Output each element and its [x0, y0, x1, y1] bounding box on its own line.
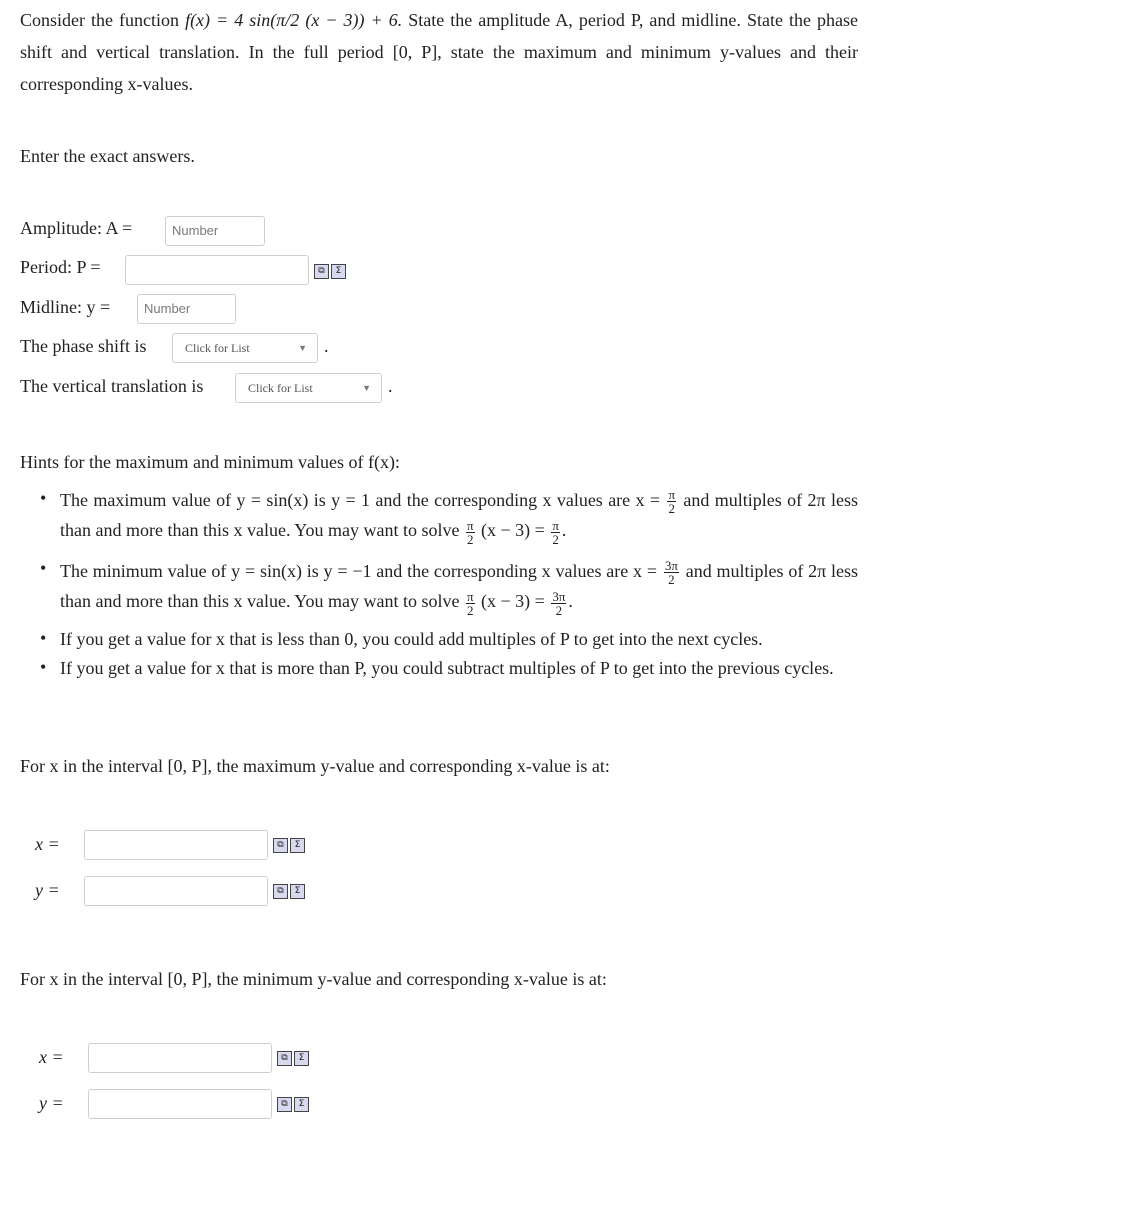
chevron-down-icon: ▼ — [298, 343, 307, 353]
min-section-text: For x in the interval [0, P], the minimum y-value and corresponding x-value is at: — [20, 969, 607, 989]
hint-less-than-zero: If you get a value for x that is less than 0, you could add multiples of P to get into the next cycles. — [60, 629, 763, 649]
hint-max-text-2: multiples of 2π less than and more than this x value. You may want to solve — [60, 490, 858, 541]
max-x-equation-editor-icon[interactable]: Σ — [290, 838, 305, 853]
fraction-3pi-over-2: $\frac{3\pi}{2}$ — [664, 558, 678, 588]
hint-min-text: The minimum value of y = sin(x) is y = −1 and the corresponding x values are x = — [60, 561, 657, 581]
bullet: • — [40, 628, 47, 648]
hint-more-than-p-text: If you get a value for x that is more than P, you could subtract multiples of P to get into the — [60, 658, 714, 678]
vertical-translation-dropdown[interactable] — [235, 373, 382, 403]
period-input[interactable] — [125, 255, 309, 285]
problem-line1-rest: State the amplitude A, period P, and — [408, 10, 676, 30]
max-y-preview-icon[interactable]: ⧉ — [273, 884, 288, 899]
min-y-input[interactable] — [88, 1089, 272, 1119]
min-x-preview-icon[interactable]: ⧉ — [277, 1051, 292, 1066]
problem-line2: midline. State the phase shift and vertical translation. In the full period [0, P], state the maximum and — [20, 10, 858, 62]
midline-label: Midline: y = — [20, 297, 111, 317]
hint-min-eq: (x − 3) = — [481, 591, 545, 612]
function-expression: f(x) = 4 sin(π/2 (x − 3)) + 6. — [185, 10, 403, 30]
vertical-translation-label: The vertical translation is — [20, 376, 204, 396]
phase-shift-dropdown-text: Click for List — [185, 341, 250, 355]
chevron-down-icon: ▼ — [362, 383, 371, 393]
phase-shift-dropdown[interactable] — [172, 333, 318, 363]
hint-max-eq: (x − 3) = — [481, 520, 545, 541]
hint-more-than-p-text-2: previous cycles. — [717, 658, 834, 678]
fraction-pi-over-2: $\frac{\pi}{2}$ — [466, 517, 474, 547]
hint-max-and: and — [683, 490, 710, 510]
problem-statement — [20, 4, 858, 100]
midline-input[interactable]: Number — [137, 294, 236, 324]
phase-shift-label: The phase shift is — [20, 336, 147, 356]
fraction-pi-over-2: $\frac{\pi}{2}$ — [552, 517, 559, 547]
hint-max-text: The maximum value of y = sin(x) is y = 1 and the corresponding x values are x = — [60, 490, 661, 510]
phase-shift-period: . — [324, 336, 329, 356]
bullet: • — [40, 657, 47, 677]
hint-max: The maximum value of y = sin(x) is y = 1 and the corresponding x values are x = $\frac{\pi}{2}$ and multiples of 2π less than and more than this x value. You may want to solve $\frac{\pi}{2}$ (x − 3) = $\frac{\pi}{2}$ . — [60, 487, 858, 547]
max-x-label: x = — [35, 834, 60, 854]
min-x-input[interactable] — [88, 1043, 272, 1073]
hint-min-and: and — [685, 561, 712, 581]
period-equation-editor-icon[interactable]: Σ — [331, 264, 346, 279]
amplitude-input[interactable]: Number — [165, 216, 265, 246]
max-y-equation-editor-icon[interactable]: Σ — [290, 884, 305, 899]
max-section-text: For x in the interval [0, P], the maximum y-value and corresponding x-value is at: — [20, 756, 610, 776]
min-y-label: y = — [39, 1093, 64, 1113]
min-y-equation-editor-icon[interactable]: Σ — [294, 1097, 309, 1112]
hint-more-than-p — [60, 653, 858, 683]
amplitude-label: Amplitude: A = — [20, 218, 133, 238]
instruction-text: Enter the exact answers. — [20, 146, 195, 166]
hint-min: The minimum value of y = sin(x) is y = −1 and the corresponding x values are x = $\frac{3\pi}{2}$ and multiples of 2π less than and more than this x value. You may want to solve $\frac{\pi}{2}$ (x − 3) = $\frac{3\pi}{2}$ . — [60, 558, 859, 618]
min-x-equation-editor-icon[interactable]: Σ — [294, 1051, 309, 1066]
period-label: Period: P = — [20, 257, 101, 277]
fraction-pi-over-2: $\frac{\pi}{2}$ — [466, 588, 474, 618]
min-x-label: x = — [39, 1047, 64, 1067]
max-y-label: y = — [35, 880, 60, 900]
max-x-input[interactable] — [84, 830, 268, 860]
vertical-translation-period: . — [388, 376, 393, 396]
vertical-translation-dropdown-text: Click for List — [248, 381, 313, 395]
hint-min-text-2: multiples of 2π less than and more than this x value. You may want to solve — [60, 561, 859, 612]
max-x-preview-icon[interactable]: ⧉ — [273, 838, 288, 853]
bullet: • — [40, 488, 47, 508]
fraction-3pi-over-2: $\frac{3\pi}{2}$ — [552, 588, 566, 618]
hints-heading: Hints for the maximum and minimum values of f(x): — [20, 452, 400, 472]
max-y-input[interactable] — [84, 876, 268, 906]
period-preview-icon[interactable]: ⧉ — [314, 264, 329, 279]
problem-intro: Consider the function — [20, 10, 180, 30]
min-y-preview-icon[interactable]: ⧉ — [277, 1097, 292, 1112]
problem-line3: minimum y-values and their corresponding x-values. — [20, 42, 858, 94]
fraction-pi-over-2: $\frac{\pi}{2}$ — [668, 487, 676, 517]
bullet: • — [40, 558, 47, 578]
